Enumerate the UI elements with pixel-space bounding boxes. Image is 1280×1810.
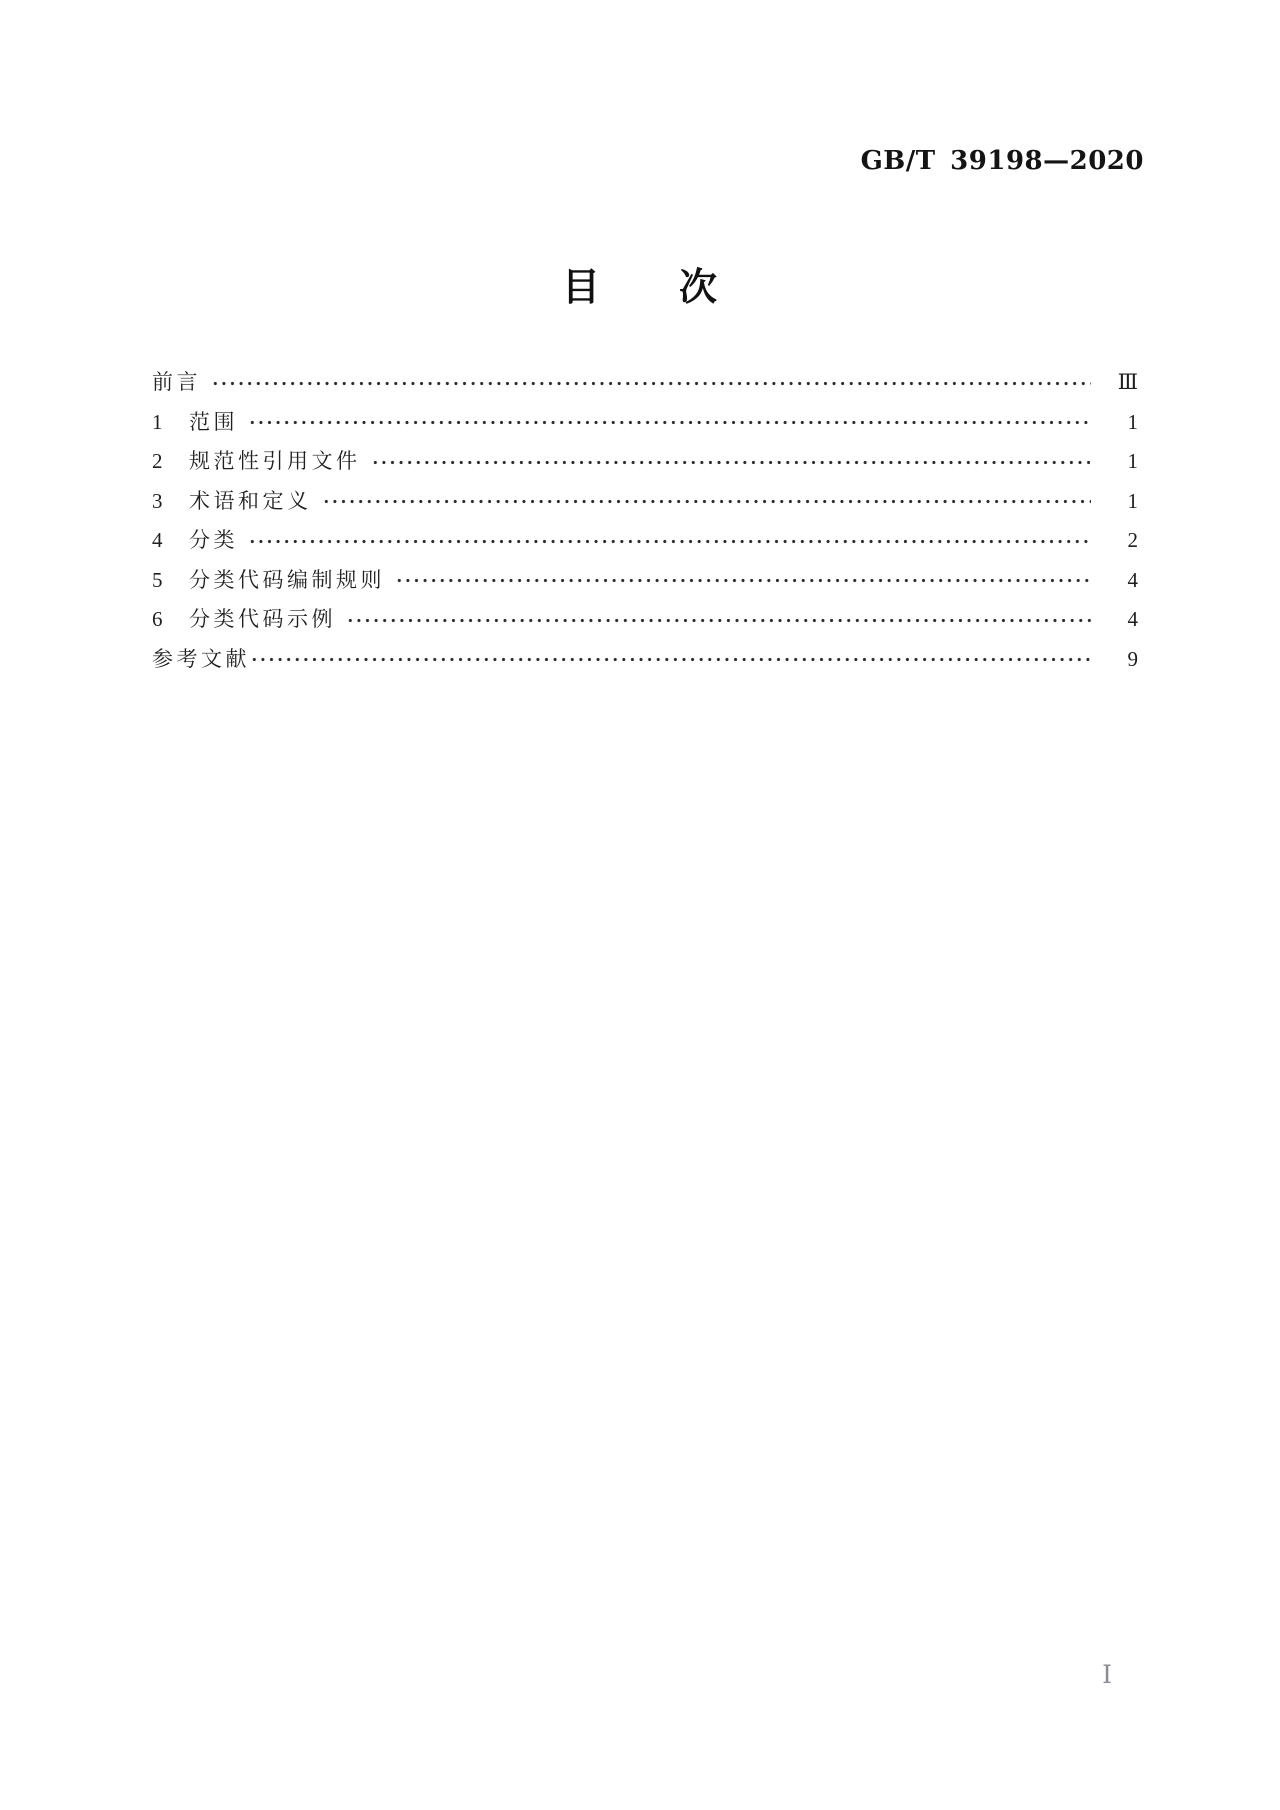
- toc-leader-dots: [371, 448, 1092, 475]
- toc-entry: [152, 369, 1138, 409]
- toc-entry-page: 1: [1127, 449, 1138, 473]
- toc-entry-number: 4: [152, 528, 165, 552]
- toc-entry-label: 前言: [152, 370, 201, 394]
- toc-entry-page: 1: [1127, 488, 1138, 513]
- toc-leader-dots: [322, 488, 1092, 515]
- toc-entry: [152, 646, 1138, 686]
- toc-leader-dots: [248, 409, 1091, 436]
- toc-entry-page: 9: [1127, 646, 1138, 671]
- toc-leader-dots: [211, 369, 1091, 396]
- toc-entry: [152, 409, 1138, 449]
- toc-entry: [152, 567, 1138, 607]
- toc-entry: [152, 448, 1138, 488]
- toc-leader-dots: [346, 606, 1091, 633]
- toc-leader-dots: [248, 527, 1091, 554]
- toc-entry-page: 4: [1127, 567, 1138, 592]
- standard-code: GB/T 39198—2020: [860, 146, 1144, 176]
- toc-entry-label: 参考文献: [152, 646, 250, 671]
- toc-entry-page: 1: [1127, 409, 1138, 434]
- toc-leader-dots: [395, 567, 1091, 594]
- toc-leader-dots: [250, 646, 1091, 673]
- toc-entry: [152, 488, 1138, 528]
- toc-entry-label: 分类代码示例: [189, 607, 336, 631]
- toc-list: [152, 369, 1138, 685]
- toc-entry-label: 术语和定义: [189, 488, 312, 513]
- toc-entry-label: 范围: [189, 409, 238, 434]
- page-title: 目 次: [561, 267, 718, 309]
- toc-entry-page: 2: [1127, 528, 1138, 552]
- toc-entry-number: 2: [152, 449, 165, 473]
- toc-entry-label: 规范性引用文件: [189, 449, 361, 473]
- toc-entry-label: 分类代码编制规则: [189, 567, 385, 592]
- toc-entry: [152, 527, 1138, 567]
- toc-entry: [152, 606, 1138, 646]
- toc-entry-number: 1: [152, 409, 165, 434]
- toc-entry-number: 3: [152, 488, 165, 513]
- toc-entry-number: 6: [152, 607, 165, 631]
- toc-entry-page: 4: [1127, 607, 1138, 631]
- toc-entry-page: Ⅲ: [1117, 370, 1138, 394]
- footer-page-number: Ⅰ: [1102, 1662, 1112, 1689]
- toc-entry-label: 分类: [189, 528, 238, 552]
- toc-entry-number: 5: [152, 567, 165, 592]
